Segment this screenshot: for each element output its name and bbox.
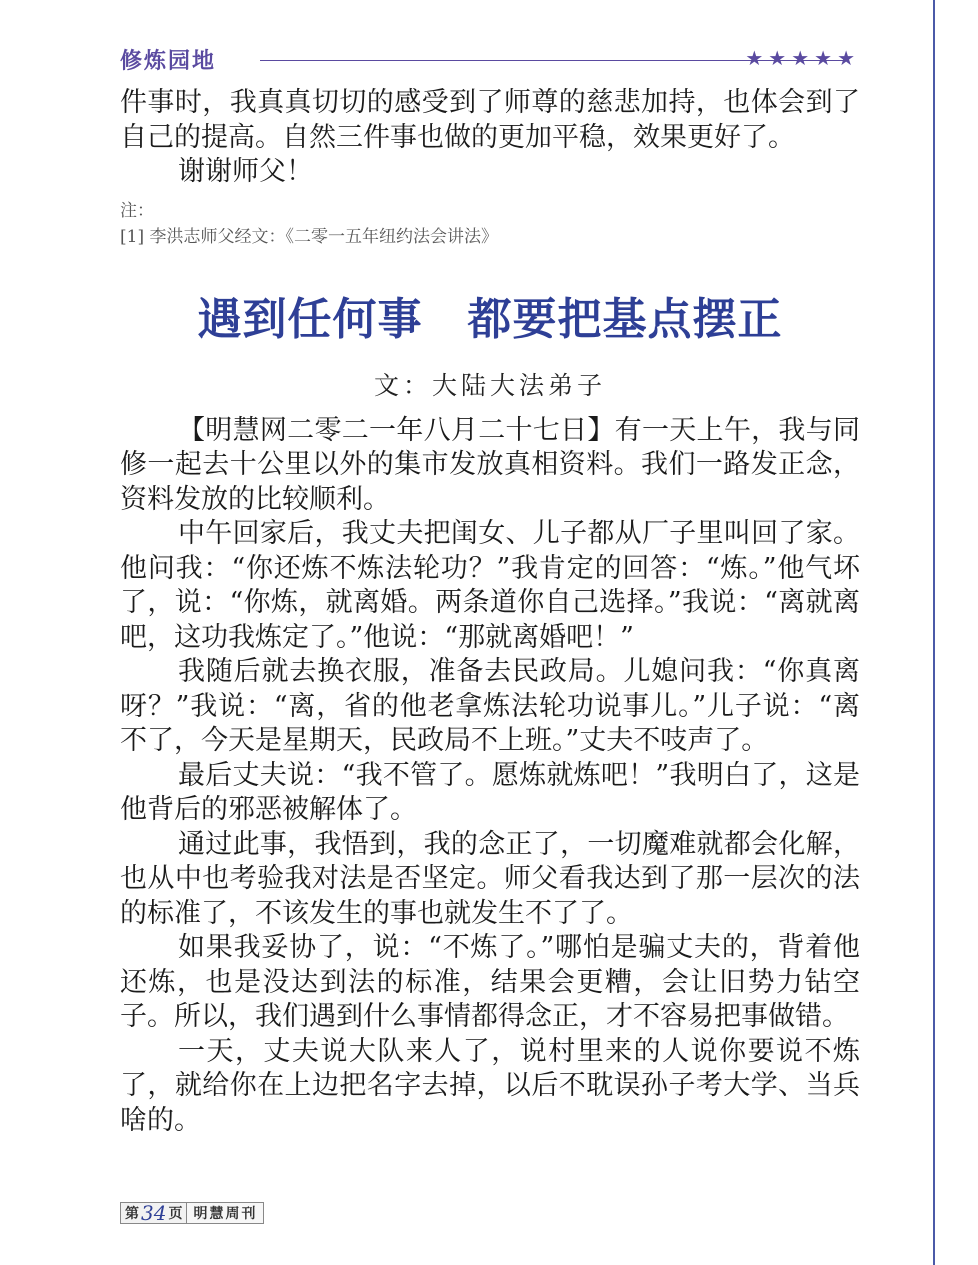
article-paragraph: 最后丈夫说：“我不管了。愿炼就炼吧！”我明白了，这是他背后的邪恶被解体了。 [120,759,860,825]
article-paragraph: 【明慧网二零二一年八月二十七日】有一天上午，我与同修一起去十公里以外的集市发放真相资料。我们一路发正念，资料发放的比较顺利。 [120,414,860,515]
article-byline: 文：大陆大法弟子 [373,370,606,400]
header-stars: ★★★★★ [745,46,860,70]
notes [120,198,860,250]
note-item: [1] 李洪志师父经文：《二零一五年纽约法会讲法》 [120,226,498,247]
page-suffix: 页 [168,1206,183,1222]
article-paragraph: 中午回家后，我丈夫把闺女、儿子都从厂子里叫回了家。他问我：“你还炼不炼法轮功？”我肯定的回答：“炼。”他气坏了，说：“你炼，就离婚。两条道你自己选择。”我说：“离就离吧，这功我炼定了。”他说：“那就离婚吧！” [120,518,860,653]
page-content [120,86,860,1138]
article-paragraph: 一天，丈夫说大队来人了，说村里来的人说你要说不炼了，就给你在上边把名字去掉，以后不耽误孙子考大学、当兵啥的。 [120,1035,860,1136]
notes-label: 注： [120,200,154,221]
page-header [120,42,860,76]
article-paragraph: 通过此事，我悟到，我的念正了，一切魔难就都会化解，也从中也考验我对法是否坚定。师父看我达到了那一层次的法的标准了，不该发生的事也就发生不了了。 [120,828,860,929]
page-number: 34 [141,1201,167,1225]
page-number-box [121,1203,187,1223]
article-title: 遇到任何事 都要把基点摆正 [197,293,783,345]
section-title: 修炼园地 [120,49,217,74]
page-footer [120,1202,264,1224]
previous-article-paragraph: 件事时，我真真切切的感受到了师尊的慈悲加持，也体会到了自己的提高。自然三件事也做的更加平稳，效果更好了。 [120,87,860,153]
article-paragraph: 如果我妥协了，说：“不炼了。”哪怕是骗丈夫的，背着他还炼，也是没达到法的标准，结果会更糟，会让旧势力钻空子。所以，我们遇到什么事情都得念正，才不容易把事做错。 [120,932,860,1032]
previous-article-paragraph: 谢谢师父！ [178,156,313,187]
article-paragraph: 我随后就去换衣服，准备去民政局。儿媳问我：“你真离呀？”我说：“离，省的他老拿炼法轮功说事儿。”儿子说：“离不了，今天是星期天，民政局不上班。”丈夫不吱声了。 [120,656,860,756]
magazine-name: 明慧周刊 [187,1203,263,1223]
page-right-border [933,0,935,1265]
page-prefix: 第 [125,1206,139,1222]
